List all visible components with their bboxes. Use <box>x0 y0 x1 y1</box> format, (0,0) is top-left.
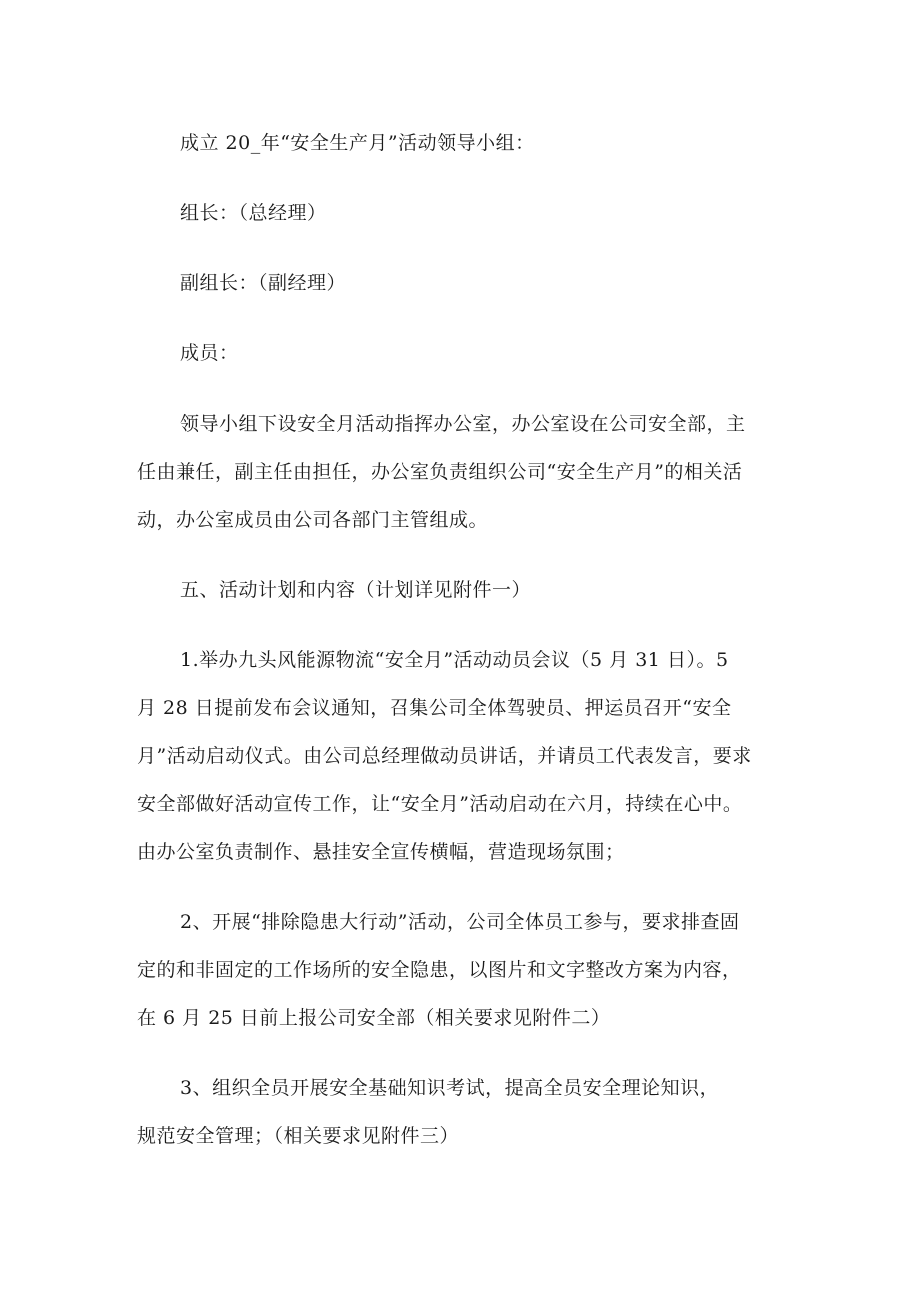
office-paragraph-line-1: 领导小组下设安全月活动指挥办公室，办公室设在公司安全部，主 <box>180 413 746 435</box>
section-five-heading: 五、活动计划和内容（计划详见附件一） <box>180 579 532 601</box>
item-3-line-2: 规范安全管理；（相关要求见附件三） <box>137 1125 460 1147</box>
deputy-leader-line: 副组长：（副经理） <box>180 272 347 294</box>
members-line: 成员： <box>180 342 239 364</box>
item-1-line-3: 月”活动启动仪式。由公司总经理做动员讲话，并请员工代表发言，要求 <box>137 745 752 767</box>
item-1-line-5: 由办公室负责制作、悬挂安全宣传横幅，营造现场氛围； <box>137 841 625 863</box>
office-paragraph-line-2: 任由兼任，副主任由担任，办公室负责组织公司“安全生产月”的相关活 <box>137 461 743 483</box>
item-1-line-1: 1.举办九头风能源物流“安全月”活动动员会议（5 月 31 日）。5 <box>180 649 729 671</box>
item-2-line-3: 在 6 月 25 日前上报公司安全部（相关要求见附件二） <box>137 1007 611 1029</box>
item-3-line-1: 3、组织全员开展安全基础知识考试，提高全员安全理论知识， <box>180 1077 720 1099</box>
office-paragraph-line-3: 动，办公室成员由公司各部门主管组成。 <box>137 509 489 531</box>
item-2-line-2: 定的和非固定的工作场所的安全隐患，以图片和文字整改方案为内容， <box>137 959 742 981</box>
group-leader-line: 组长：（总经理） <box>180 202 327 224</box>
leadership-group-heading: 成立 20_年“安全生产月”活动领导小组： <box>180 132 535 154</box>
item-2-line-1: 2、开展“排除隐患大行动”活动，公司全体员工参与，要求排查固 <box>180 911 740 933</box>
item-1-line-4: 安全部做好活动宣传工作，让“安全月”活动启动在六月，持续在心中。 <box>137 793 743 815</box>
item-1-line-2: 月 28 日提前发布会议通知，召集公司全体驾驶员、押运员召开“安全 <box>137 697 732 719</box>
